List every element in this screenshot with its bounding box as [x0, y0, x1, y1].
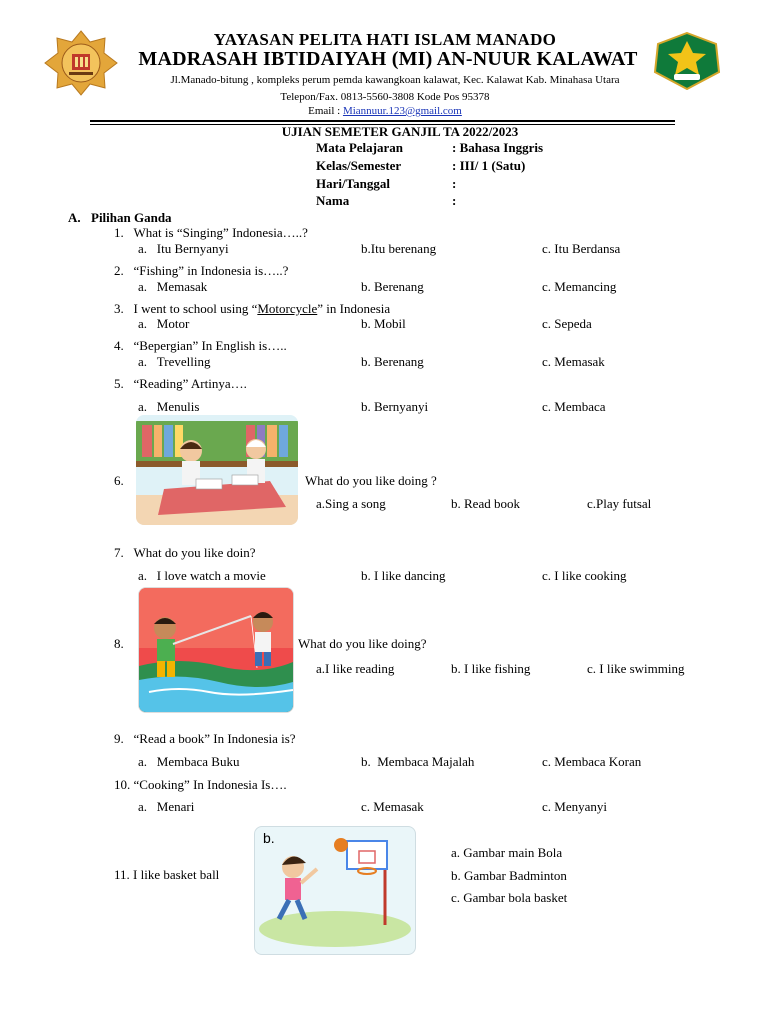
- q10-option-b: c. Memasak: [361, 799, 424, 814]
- q8-option-b: b. I like fishing: [451, 661, 531, 676]
- school-logo-left: [44, 30, 118, 96]
- q6-option-b: b. Read book: [451, 496, 520, 511]
- field-value-subject: : Bahasa Inggris: [452, 140, 544, 155]
- school-address: Jl.Manado-bitung , kompleks perum pemda kawangkoan kalawat, Kec. Kalawat Kab. Minahasa Utara: [170, 74, 620, 86]
- school-phone: Telepon/Fax. 0813-5560-3808 Kode Pos 95378: [280, 91, 490, 103]
- field-label-subject: Mata Pelajaran: [316, 140, 404, 155]
- q4-option-c: c. Memasak: [542, 354, 605, 369]
- question-11: 11. I like basket ball: [114, 867, 220, 882]
- school-email: [130, 105, 640, 117]
- email-label: Email :: [308, 105, 343, 117]
- field-value-name: :: [452, 193, 457, 208]
- q7-option-c: c. I like cooking: [542, 568, 627, 583]
- q4-option-a: a. Trevelling: [138, 354, 211, 369]
- q6-option-a: a.Sing a song: [316, 496, 386, 511]
- q6-option-c: c.Play futsal: [587, 496, 652, 511]
- q3-text-pre: 3. I went to school using “: [114, 301, 258, 316]
- question-6-number: 6.: [114, 473, 124, 488]
- q2-option-a: a. Memasak: [138, 279, 208, 294]
- q3-underlined-word: Motorcycle: [257, 301, 318, 316]
- q8-option-c: c. I like swimming: [587, 661, 685, 676]
- q11-option-a: a. Gambar main Bola: [451, 845, 563, 860]
- q5-option-b: b. Bernyanyi: [361, 399, 429, 414]
- question-10: 10. “Cooking” In Indonesia Is….: [114, 777, 287, 792]
- q11-option-c: c. Gambar bola basket: [451, 890, 568, 905]
- question-9: 9. “Read a book” In Indonesia is?: [114, 731, 296, 746]
- foundation-name: YAYASAN PELITA HATI ISLAM MANADO: [213, 30, 557, 49]
- q7-option-b: b. I like dancing: [361, 568, 446, 583]
- q3-option-c: c. Sepeda: [542, 316, 592, 331]
- q11-option-b: b. Gambar Badminton: [451, 868, 567, 883]
- question-7: 7. What do you like doin?: [114, 545, 256, 560]
- q2-option-b: b. Berenang: [361, 279, 424, 294]
- q1-option-a: a. Itu Bernyanyi: [138, 241, 229, 256]
- question-4: 4. “Bepergian” In English is…..: [114, 338, 287, 353]
- question-8-number: 8.: [114, 636, 124, 651]
- question-2: 2. “Fishing” in Indonesia is…..?: [114, 263, 289, 278]
- q1-option-c: c. Itu Berdansa: [542, 241, 621, 256]
- field-label-date: Hari/Tanggal: [316, 176, 390, 191]
- q8-option-a: a.I like reading: [316, 661, 395, 676]
- question-5: 5. “Reading” Artinya….: [114, 376, 247, 391]
- section-letter: A.: [68, 210, 81, 225]
- email-link[interactable]: Miannuur.123@gmail.com: [342, 105, 462, 117]
- reading-children-image: [136, 415, 298, 525]
- q2-option-c: c. Memancing: [542, 279, 617, 294]
- q4-option-b: b. Berenang: [361, 354, 424, 369]
- header-rule-thick: [90, 120, 675, 122]
- question-1: 1. What is “Singing” Indonesia…..?: [114, 225, 308, 240]
- school-name: MADRASAH IBTIDAIYAH (MI) AN-NUUR KALAWAT: [138, 48, 638, 70]
- question-3: [114, 301, 390, 317]
- q7-option-a: a. I love watch a movie: [138, 568, 266, 583]
- picture-label: b.: [263, 830, 275, 846]
- question-6: What do you like doing ?: [305, 473, 437, 488]
- question-8: What do you like doing?: [298, 636, 427, 651]
- q5-option-a: a. Menulis: [138, 399, 200, 414]
- field-value-class: : III/ 1 (Satu): [452, 158, 526, 173]
- field-label-class: Kelas/Semester: [316, 158, 402, 173]
- q10-option-c: c. Menyanyi: [542, 799, 607, 814]
- q3-text-post: ” in Indonesia: [317, 301, 391, 316]
- q3-option-a: a. Motor: [138, 316, 190, 331]
- q3-option-b: b. Mobil: [361, 316, 406, 331]
- field-label-name: Nama: [316, 193, 350, 208]
- q9-option-b: b. Membaca Majalah: [361, 754, 475, 769]
- fishing-children-image: [138, 587, 294, 713]
- q9-option-c: c. Membaca Koran: [542, 754, 642, 769]
- q1-option-b: b.Itu berenang: [361, 241, 437, 256]
- q9-option-a: a. Membaca Buku: [138, 754, 240, 769]
- field-value-date: :: [452, 176, 457, 191]
- q5-option-c: c. Membaca: [542, 399, 606, 414]
- q10-option-a: a. Menari: [138, 799, 195, 814]
- exam-title: UJIAN SEMETER GANJIL TA 2022/2023: [281, 124, 519, 139]
- section-title: Pilihan Ganda: [91, 210, 172, 225]
- basketball-girl-image: [254, 826, 416, 955]
